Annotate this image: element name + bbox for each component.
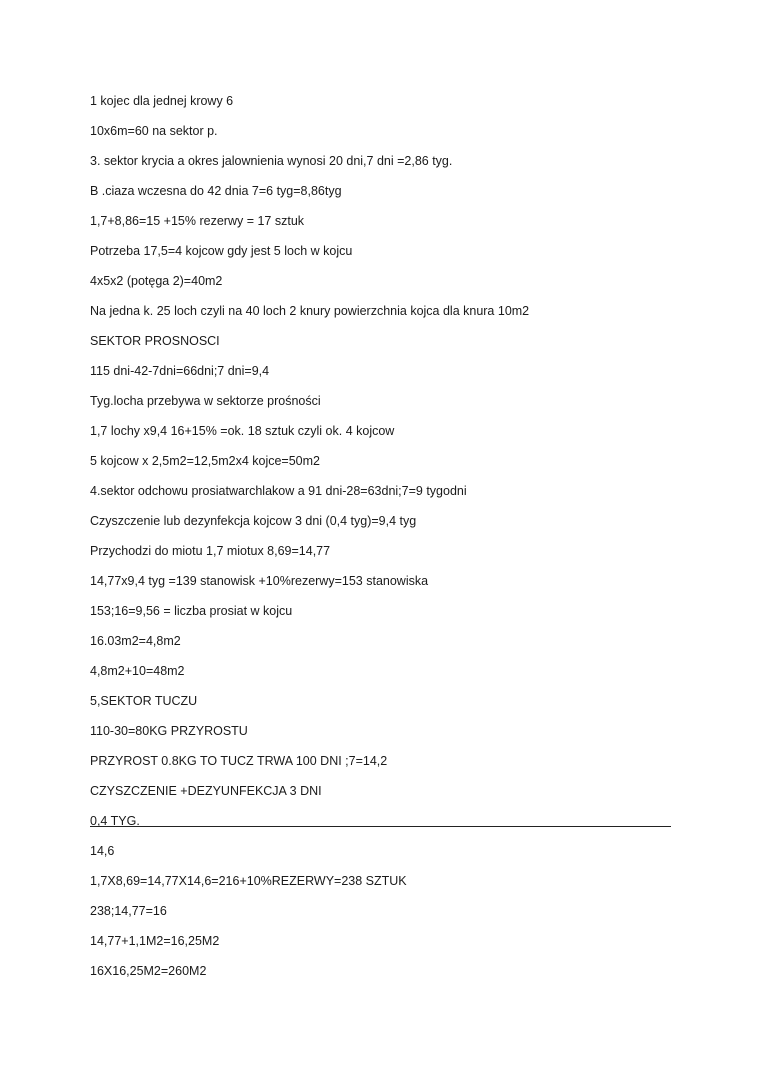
text-line: 0,4 TYG. xyxy=(90,814,140,828)
text-line: 16.03m2=4,8m2 xyxy=(90,634,181,648)
text-lines xyxy=(90,91,690,991)
text-line: 14,77+1,1M2=16,25M2 xyxy=(90,934,220,948)
text-line: 14,77x9,4 tyg =139 stanowisk +10%rezerwy=153 stanowiska xyxy=(90,574,429,588)
text-line: 115 dni-42-7dni=66dni;7 dni=9,4 xyxy=(90,364,270,378)
text-line: 5 kojcow x 2,5m2=12,5m2x4 kojce=50m2 xyxy=(90,454,320,468)
text-line: Czyszczenie lub dezynfekcja kojcow 3 dni (0,4 tyg)=9,4 tyg xyxy=(90,514,417,528)
text-line: Tyg.locha przebywa w sektorze prośności xyxy=(90,394,321,408)
text-line: CZYSZCZENIE +DEZYUNFEKCJA 3 DNI xyxy=(90,784,322,798)
text-line: 1,7+8,86=15 +15% rezerwy = 17 sztuk xyxy=(90,214,305,228)
text-line: 4,8m2+10=48m2 xyxy=(90,664,185,678)
text-line: PRZYROST 0.8KG TO TUCZ TRWA 100 DNI ;7=14,2 xyxy=(90,754,388,768)
text-line: Potrzeba 17,5=4 kojcow gdy jest 5 loch w kojcu xyxy=(90,244,353,258)
text-line: 1 kojec dla jednej krowy 6 xyxy=(90,94,234,108)
horizontal-rule xyxy=(90,826,671,827)
text-line: 1,7 lochy x9,4 16+15% =ok. 18 sztuk czyli ok. 4 kojcow xyxy=(90,424,395,438)
text-line: B .ciaza wczesna do 42 dnia 7=6 tyg=8,86tyg xyxy=(90,184,342,198)
text-line: 238;14,77=16 xyxy=(90,904,167,918)
text-line: 16X16,25M2=260M2 xyxy=(90,964,207,978)
section-heading: 5,SEKTOR TUCZU xyxy=(90,694,198,708)
text-line: 4x5x2 (potęga 2)=40m2 xyxy=(90,274,223,288)
text-line: 14,6 xyxy=(90,844,115,858)
text-line: 1,7X8,69=14,77X14,6=216+10%REZERWY=238 SZTUK xyxy=(90,874,407,888)
text-line: Na jedna k. 25 loch czyli na 40 loch 2 knury powierzchnia kojca dla knura 10m2 xyxy=(90,304,530,318)
text-line: 4.sektor odchowu prosiatwarchlakow a 91 dni-28=63dni;7=9 tygodni xyxy=(90,484,467,498)
text-line: Przychodzi do miotu 1,7 miotux 8,69=14,77 xyxy=(90,544,331,558)
section-heading: SEKTOR PROSNOSCI xyxy=(90,334,220,348)
text-line: 3. sektor krycia a okres jalownienia wynosi 20 dni,7 dni =2,86 tyg. xyxy=(90,154,453,168)
text-line: 10x6m=60 na sektor p. xyxy=(90,124,218,138)
text-line: 110-30=80KG PRZYROSTU xyxy=(90,724,248,738)
text-line: 153;16=9,56 = liczba prosiat w kojcu xyxy=(90,604,293,618)
